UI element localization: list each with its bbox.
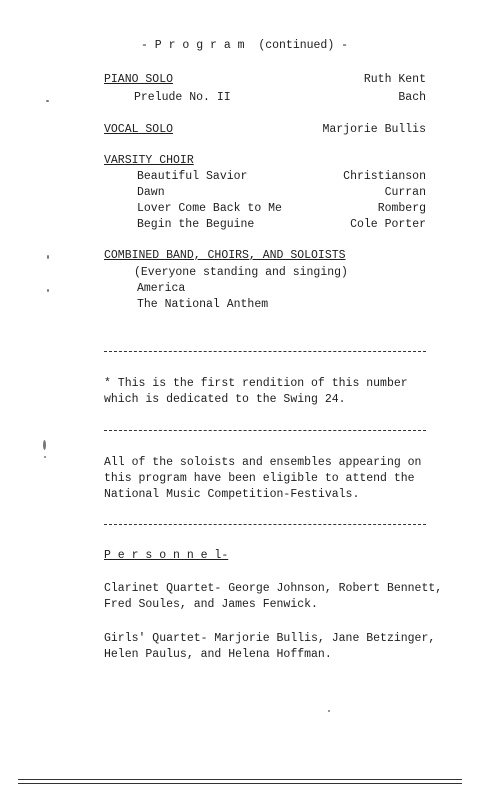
- personnel-line: Fred Soules, and James Fenwick.: [104, 598, 318, 611]
- scan-speck: [47, 255, 49, 259]
- personnel-line: Clarinet Quartet- George Johnson, Robert Bennett,: [104, 582, 443, 595]
- choir-piece: Lover Come Back to Me: [137, 202, 282, 215]
- combined-note: (Everyone standing and singing): [134, 266, 348, 279]
- bottom-rule: [18, 779, 462, 780]
- footnote-line: which is dedicated to the Swing 24.: [104, 393, 346, 406]
- vocal-solo-performer: Marjorie Bullis: [322, 123, 426, 136]
- piano-solo-piece: Prelude No. II: [134, 91, 231, 104]
- personnel-line: Girls' Quartet- Marjorie Bullis, Jane Betzinger,: [104, 632, 436, 645]
- vocal-solo-title: VOCAL SOLO: [104, 123, 174, 136]
- eligibility-line: National Music Competition-Festivals.: [104, 488, 360, 501]
- bottom-rule: [18, 783, 462, 784]
- choir-composer: Romberg: [377, 202, 426, 215]
- personnel-line: Helen Paulus, and Helena Hoffman.: [104, 648, 332, 661]
- varsity-choir-title: VARSITY CHOIR: [104, 154, 194, 167]
- choir-piece: Beautiful Savior: [137, 170, 248, 183]
- eligibility-line: All of the soloists and ensembles appearing on: [104, 456, 422, 469]
- combined-title: COMBINED BAND, CHOIRS, AND SOLOISTS: [104, 249, 346, 262]
- combined-item: America: [137, 282, 186, 295]
- piano-solo-title: PIANO SOLO: [104, 73, 174, 86]
- piano-solo-performer: Ruth Kent: [363, 73, 426, 86]
- piano-solo-composer: Bach: [398, 91, 426, 104]
- dashed-divider: [104, 524, 426, 525]
- program-header: - P r o g r a m (continued) -: [141, 39, 349, 52]
- footnote-line: * This is the first rendition of this number: [104, 377, 408, 390]
- scan-speck: [46, 100, 49, 102]
- choir-composer: Cole Porter: [350, 218, 426, 231]
- choir-composer: Curran: [384, 186, 426, 199]
- choir-composer: Christianson: [343, 170, 426, 183]
- choir-piece: Begin the Beguine: [137, 218, 255, 231]
- eligibility-line: this program have been eligible to attend the: [104, 472, 415, 485]
- personnel-title: P e r s o n n e l-: [104, 549, 229, 562]
- combined-item: The National Anthem: [137, 298, 269, 311]
- choir-piece: Dawn: [137, 186, 165, 199]
- scan-speck: [47, 289, 49, 292]
- scan-speck: [328, 710, 330, 712]
- scan-speck: [43, 440, 46, 450]
- dashed-divider: [104, 430, 426, 431]
- scan-speck: [44, 456, 46, 458]
- dashed-divider: [104, 351, 426, 352]
